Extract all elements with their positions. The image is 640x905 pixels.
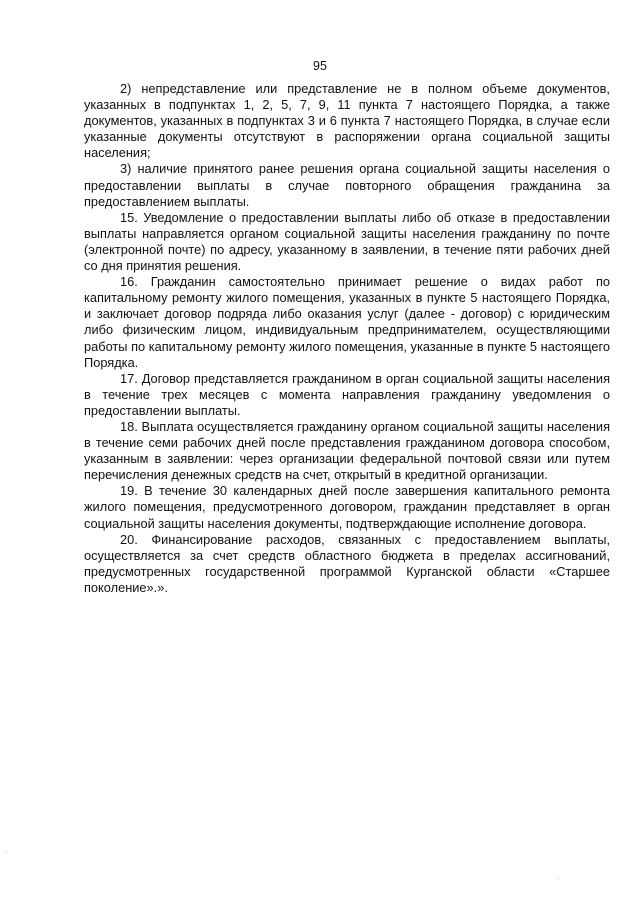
- paragraph-15: 15. Уведомление о предоставлении выплаты либо об отказе в предоставлении выплаты направляется органом социальной защиты населения гражданину по почте (электронной почте) по адресу, указанному в заявлении, в течение пяти рабочих дней со дня принятия решения.: [84, 209, 610, 274]
- paragraph-17: 17. Договор представляется гражданином в орган социальной защиты населения в течение трех месяцев с момента направления гражданину уведомления о предоставлении выплаты.: [84, 370, 610, 418]
- paragraph-19: 19. В течение 30 календарных дней после завершения капитального ремонта жилого помещения, предусмотренного договором, гражданин представляет в орган социальной защиты населения документы, подтверждающие исполнение договора.: [84, 483, 610, 531]
- paragraph-item-2: 2) непредставление или представление не в полном объеме документов, указанных в подпунктах 1, 2, 5, 7, 9, 11 пункта 7 настоящего Порядка, а также документов, указанных в подпунктах 3 и 6 пункта 7 настоящего Порядка, в случае если указанные документы отсутствуют в распоряжении органа социальной защиты населения;: [84, 81, 610, 161]
- paragraph-16: 16. Гражданин самостоятельно принимает решение о видах работ по капитальному ремонту жилого помещения, указанных в пункте 5 настоящего Порядка, и заключает договор подряда либо оказания услуг (далее - договор) с юридическим либо физическим лицом, индивидуальным предпринимателем, осуществляющими работы по капитальному ремонту жилого помещения, указанные в пункте 5 настоящего Порядка.: [84, 274, 610, 370]
- scan-speck: [558, 878, 559, 879]
- paragraph-item-3: 3) наличие принятого ранее решения органа социальной защиты населения о предоставлении выплаты в случае повторного обращения гражданина за предоставлением выплаты.: [84, 161, 610, 209]
- page-number: 95: [313, 59, 327, 73]
- scan-speck: [6, 852, 7, 853]
- paragraph-18: 18. Выплата осуществляется гражданину органом социальной защиты населения в течение семи рабочих дней после представления гражданином договора способом, указанным в заявлении: через организации федеральной почтовой связи или путем перечисления денежных средств на счет, открытый в кредитной организации.: [84, 418, 610, 483]
- paragraph-20: 20. Финансирование расходов, связанных с предоставлением выплаты, осуществляется за счет средств областного бюджета в пределах ассигнований, предусмотренных государственной программой Курганской области «Старшее поколение».».: [84, 531, 610, 595]
- document-body: [84, 81, 610, 596]
